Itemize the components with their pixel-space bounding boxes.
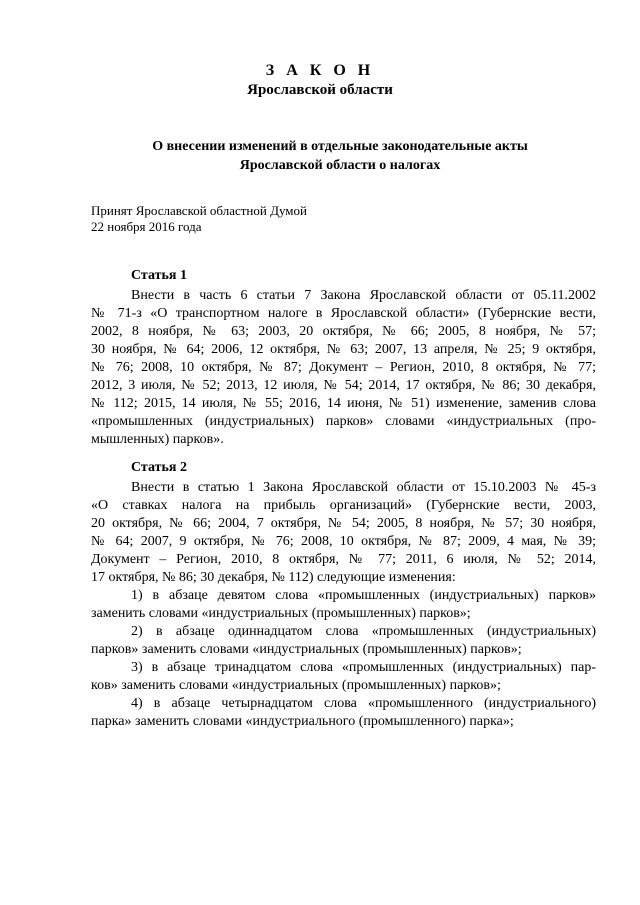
article-1-line: № 71-з «О транспортном налоге в Ярославской области» (Губернские вести, — [91, 306, 596, 321]
article-1-line: № 76; 2008, 10 октября, № 87; Документ – Регион, 2010, 8 октября, № 77; — [91, 360, 596, 375]
article-2-line: «О ставках налога на прибыль организаций» (Губернские вести, 2003, — [91, 498, 596, 513]
article-1-line: мышленных) парков». — [91, 432, 224, 447]
article-2-item-line: 2) в абзаце одиннадцатом слова «промышленных (индустриальных) — [131, 624, 596, 639]
law-heading-line: Ярославской области о налогах — [239, 158, 441, 173]
adoption-date: 22 ноября 2016 года — [91, 219, 202, 234]
article-2-line: Внести в статью 1 Закона Ярославской области от 15.10.2003 № 45-з — [131, 480, 596, 495]
article-2-line: Документ – Регион, 2010, 8 октября, № 77; 2011, 6 июля, № 52; 2014, — [91, 552, 596, 567]
adoption-body: Принят Ярославской областной Думой — [91, 203, 307, 218]
article-2-line: 20 октября, № 66; 2004, 7 октября, № 54; 2005, 8 ноября, № 57; 30 ноября, — [91, 516, 596, 531]
adoption-note — [91, 203, 307, 235]
article-2-item-line: 3) в абзаце тринадцатом слова «промышленных (индустриальных) пар- — [131, 660, 596, 675]
article-2-item-line: 4) в абзаце четырнадцатом слова «промышленного (индустриального) — [131, 696, 596, 711]
article-2-item-line: 1) в абзаце девятом слова «промышленных (индустриальных) парков» — [131, 588, 596, 603]
article-2-item-line: парков» заменить словами «индустриальных (промышленных) парков»; — [91, 642, 522, 657]
law-region: Ярославской области — [247, 82, 393, 98]
article-1-title: Статья 1 — [131, 268, 187, 283]
article-2-item-line: ков» заменить словами «индустриальных (промышленных) парков»; — [91, 678, 501, 693]
article-1-line: 2002, 8 ноября, № 63; 2003, 20 октября, № 66; 2005, 8 ноября, № 57; — [91, 324, 596, 339]
law-heading-line: О внесении изменений в отдельные законодательные акты — [152, 139, 528, 154]
article-1-line: 30 ноября, № 64; 2006, 12 октября, № 63; 2007, 13 апреля, № 25; 9 октября, — [91, 342, 596, 357]
article-2-line: № 64; 2007, 9 октября, № 76; 2008, 10 октября, № 87; 2009, 4 мая, № 39; — [91, 534, 596, 549]
law-heading — [60, 137, 620, 175]
article-1-body — [91, 287, 596, 449]
article-2-title: Статья 2 — [131, 460, 187, 475]
article-2-body — [91, 479, 596, 731]
law-title: З А К О Н — [265, 62, 375, 79]
article-2-item-line: парка» заменить словами «индустриального (промышленного) парка»; — [91, 714, 514, 729]
article-1-line: 2012, 3 июля, № 52; 2013, 12 июля, № 54; 2014, 17 октября, № 86; 30 декабря, — [91, 378, 596, 393]
article-1-line: Внести в часть 6 статьи 7 Закона Ярославской области от 05.11.2002 — [131, 288, 596, 303]
article-1-line: «промышленных (индустриальных) парков» словами «индустриальных (про- — [91, 414, 596, 429]
article-2-line: 17 октября, № 86; 30 декабря, № 112) следующие изменения: — [91, 570, 456, 585]
article-2-item-line: заменить словами «индустриальных (промышленных) парков»; — [91, 606, 471, 621]
article-1-line: № 112; 2015, 14 июля, № 55; 2016, 14 июня, № 51) изменение, заменив слова — [91, 396, 596, 411]
